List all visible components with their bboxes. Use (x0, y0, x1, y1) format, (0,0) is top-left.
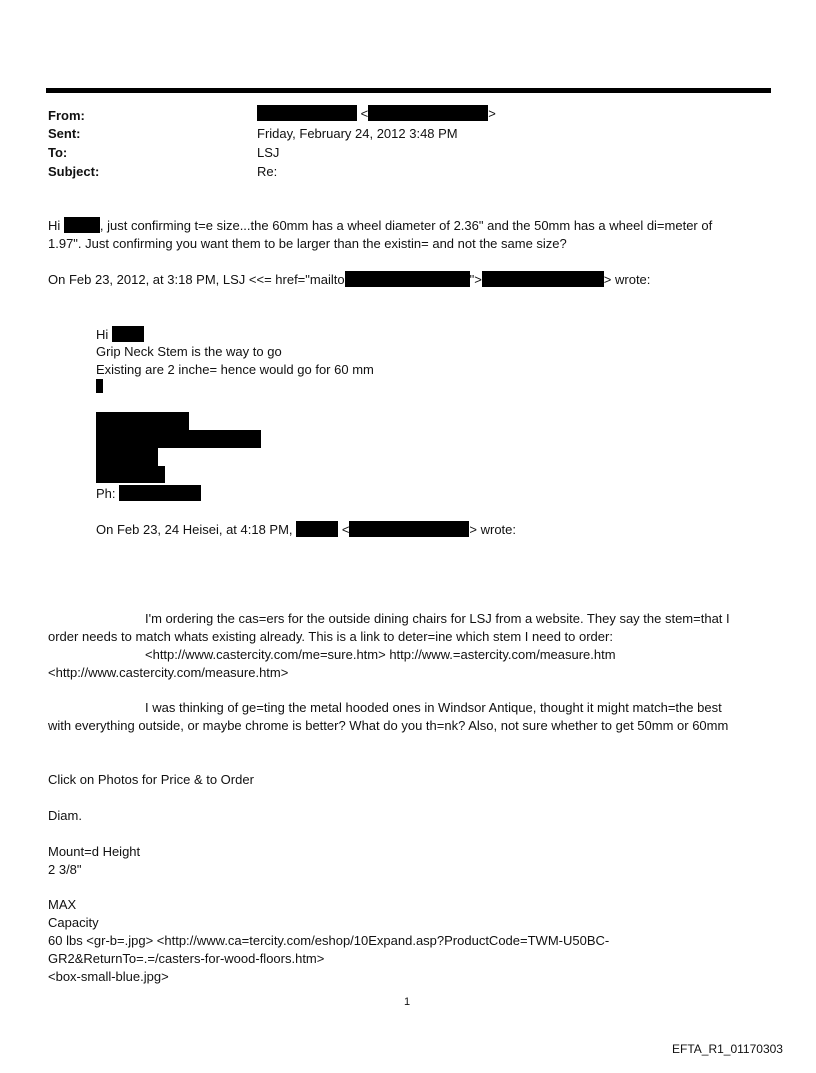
from-gt: > (488, 106, 496, 121)
quoted-line: Grip Neck Stem is the way to go (96, 344, 282, 359)
redaction-box (345, 271, 470, 287)
quote-text: Ph: (96, 486, 116, 501)
sent-label: Sent: (48, 126, 81, 141)
redaction-box (119, 485, 201, 501)
quote-text: On Feb 23, 2012, at 3:18 PM, LSJ <<= href="mailto (48, 272, 345, 287)
product-line: Capacity (48, 915, 99, 930)
quote-text: > wrote: (469, 522, 517, 537)
original-line: with everything outside, or maybe chrome is better? What do you th=nk? Also, not sure whether to get 50mm or 60mm (48, 718, 729, 733)
body-text: , just confirming t=e size...the 60mm has a wheel diameter of 2.36" and the 50mm has a wheel di=meter of (99, 218, 713, 233)
product-line: Diam. (48, 808, 82, 823)
product-line: 60 lbs <gr-b=.jpg> <http://www.ca=tercity.com/eshop/10Expand.asp?ProductCode=TWM-U50BC- (48, 933, 610, 948)
quote-header (48, 271, 650, 287)
product-line: GR2&ReturnTo=.=/casters-for-wood-floors.htm> (48, 951, 325, 966)
redaction-box (96, 412, 189, 430)
page-number: 1 (404, 996, 411, 1008)
product-line: 2 3/8" (48, 862, 82, 877)
product-line: Click on Photos for Price & to Order (48, 772, 254, 787)
from-value (257, 105, 496, 121)
quoted-phone (96, 485, 201, 501)
redaction-box (257, 105, 357, 121)
redaction-box (96, 448, 158, 466)
product-line: Mount=d Height (48, 844, 141, 859)
original-line: order needs to match whats existing already. This is a link to deter=ine which stem I need to order: (48, 629, 613, 644)
redaction-box (482, 271, 604, 287)
redaction-box (296, 521, 338, 537)
quoted-line: Existing are 2 inche= hence would go for 60 mm (96, 362, 374, 377)
product-line: MAX (48, 897, 77, 912)
original-line: I was thinking of ge=ting the metal hooded ones in Windsor Antique, thought it might match=the best (145, 700, 722, 715)
quote-text: > wrote: (603, 272, 651, 287)
redaction-box (112, 326, 144, 342)
quote-text: < (341, 522, 350, 537)
quoted-greeting (96, 326, 144, 342)
body-line: 1.97". Just confirming you want them to be larger than the existin= and not the same size? (48, 236, 567, 251)
subject-value: Re: (257, 164, 278, 179)
from-label: From: (48, 108, 85, 123)
quote-text: Hi (96, 327, 109, 342)
bates-number: EFTA_R1_01170303 (672, 1042, 783, 1056)
quote-header (96, 521, 516, 537)
subject-label: Subject: (48, 164, 100, 179)
redaction-box (96, 430, 261, 448)
header-rule (46, 88, 771, 93)
quote-text: "> (469, 272, 482, 287)
original-line: I'm ordering the cas=ers for the outside dining chairs for LSJ from a website. They say the stem=that I (145, 611, 730, 626)
from-lt: < (360, 106, 369, 121)
to-label: To: (48, 145, 68, 160)
body-text: Hi (48, 218, 64, 233)
redaction-box (96, 379, 103, 393)
original-line: <http://www.castercity.com/me=sure.htm> http://www.=astercity.com/measure.htm (145, 647, 616, 662)
original-line: <http://www.castercity.com/measure.htm> (48, 665, 289, 680)
redaction-box (349, 521, 469, 537)
to-value: LSJ (257, 145, 280, 160)
sent-value: Friday, February 24, 2012 3:48 PM (257, 126, 458, 141)
redaction-box (64, 217, 100, 233)
quote-text: On Feb 23, 24 Heisei, at 4:18 PM, (96, 522, 293, 537)
body-line (48, 217, 712, 233)
product-line: <box-small-blue.jpg> (48, 969, 169, 984)
redaction-box (96, 466, 165, 483)
redaction-box (368, 105, 488, 121)
